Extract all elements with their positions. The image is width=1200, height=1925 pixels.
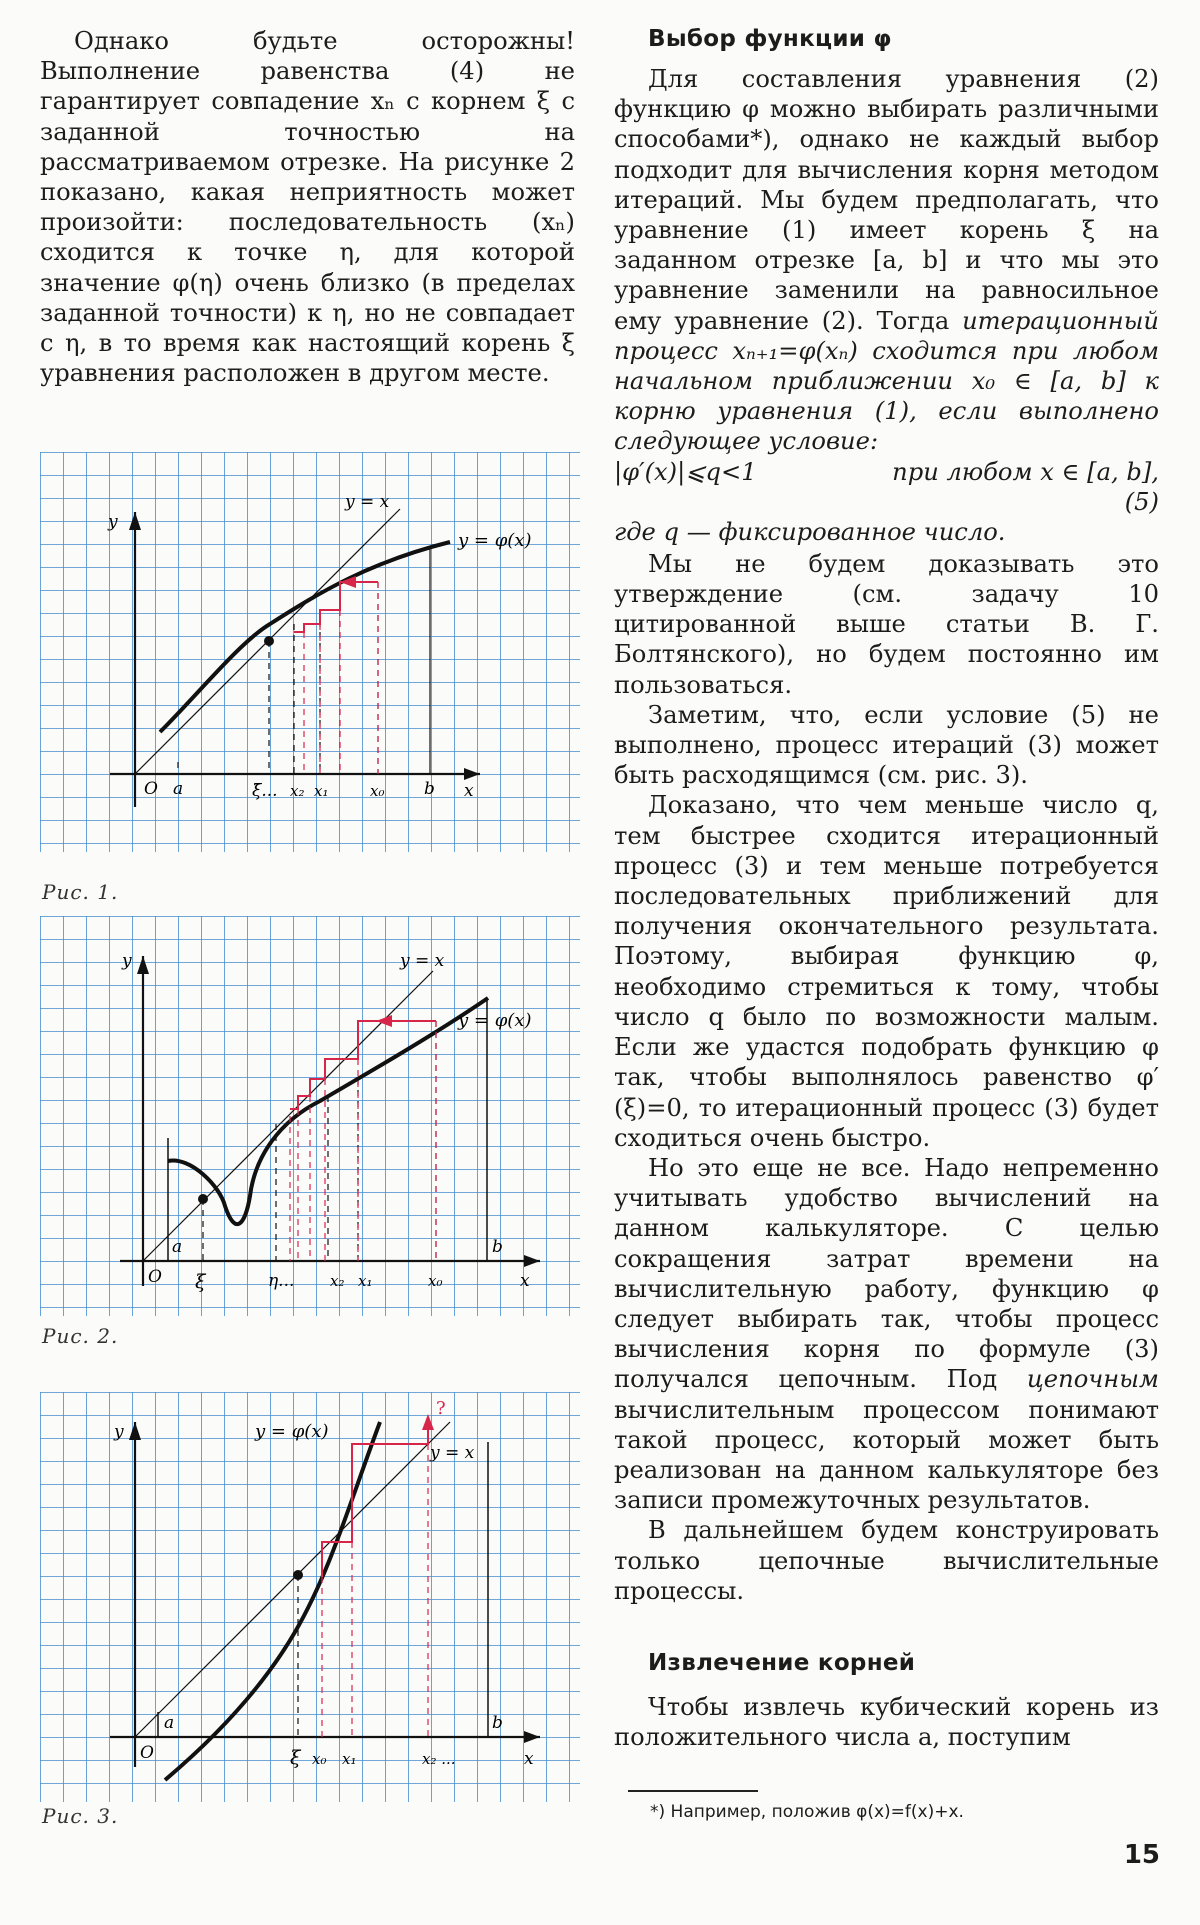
label-curve: y = φ(x) bbox=[458, 1010, 532, 1031]
label-x1: x₁ bbox=[358, 1272, 373, 1290]
label-y: y bbox=[108, 512, 118, 532]
label-x: x bbox=[520, 1271, 530, 1291]
left-column bbox=[40, 26, 575, 388]
label-x0: x₀ bbox=[312, 1750, 327, 1768]
label-curve: y = φ(x) bbox=[255, 1421, 329, 1442]
label-question: ? bbox=[436, 1398, 446, 1419]
label-xi: ξ bbox=[195, 1271, 206, 1293]
label-yx: y = x bbox=[345, 492, 390, 512]
label-y: y bbox=[114, 1422, 124, 1442]
figure-1 bbox=[40, 452, 580, 852]
grid bbox=[40, 1392, 580, 1802]
label-yx: y = x bbox=[400, 951, 445, 971]
figure-2 bbox=[40, 916, 580, 1316]
paragraph-further: В дальнейшем будем конструировать только цепочные вычислительные процессы. bbox=[614, 1516, 1159, 1605]
label-y: y bbox=[122, 951, 132, 971]
label-b: b bbox=[492, 1713, 503, 1733]
footnote-divider bbox=[628, 1790, 758, 1792]
page-number: 15 bbox=[1123, 1840, 1160, 1870]
label-b: b bbox=[424, 779, 435, 799]
figure-2-caption: Рис. 2. bbox=[42, 1324, 119, 1348]
label-b: b bbox=[492, 1237, 503, 1257]
formula-note: где q — фиксированное число. bbox=[614, 517, 1006, 546]
label-x0: x₀ bbox=[370, 782, 385, 800]
paragraph-chain: Но это еще не все. Надо непременно учитывать удобство вычислений на данном калькуляторе. С целью сокращения затрат времени на вычислительную работу, функцию φ следует выбирать так, чтобы процесс вычисления корня по формуле (3) получался цепочным. Под цепочным вычислительным процессом понимают такой процесс, который может быть реализован на данном калькуляторе без записи промежуточных результатов. bbox=[614, 1153, 1159, 1515]
label-x2: x₂ bbox=[290, 782, 305, 800]
label-x: x bbox=[464, 781, 474, 801]
label-x1: x₁ bbox=[314, 782, 329, 800]
paragraph-cube-root: Чтобы извлечь кубический корень из положительного числа a, поступим bbox=[614, 1692, 1159, 1752]
grid bbox=[40, 452, 580, 852]
section-title-phi: Выбор функции φ bbox=[648, 26, 892, 52]
section-title-roots: Извлечение корней bbox=[648, 1649, 916, 1676]
label-xi: ξ̄... bbox=[252, 781, 278, 801]
label-o: O bbox=[144, 779, 158, 799]
label-a: a bbox=[173, 779, 184, 799]
footnote: *) Например, положив φ(x)=f(x)+x. bbox=[650, 1802, 964, 1822]
paragraph-proof: Мы не будем доказывать это утверждение (см. задачу 10 цитированной выше статьи В. Г. Болтянского), но будем постоянно им пользоваться. bbox=[614, 549, 1159, 699]
label-x2: x₂ ... bbox=[422, 1750, 456, 1768]
left-paragraph: Однако будьте осторожны! Выполнение равенства (4) не гарантирует совпадение xₙ с корнем ξ с заданной точностью на рассматриваемом отрезке. На рисунке 2 показано, какая неприятность может произойти: последовательность (xₙ) сходится к точке η, для которой значение φ(η) очень близко (в пределах заданной точности) к η, но не совпадает с η, в то время как настоящий корень ξ уравнения расположен в другом месте. bbox=[40, 27, 575, 388]
formula-5: |φ′(x)|⩽q<1 при любом x ∈ [a, b], (5) bbox=[614, 457, 1159, 516]
label-x1: x₁ bbox=[342, 1750, 357, 1768]
label-o: O bbox=[140, 1743, 154, 1763]
label-xi: ξ bbox=[290, 1747, 301, 1769]
label-a: a bbox=[172, 1237, 183, 1257]
paragraph-choice-intro: Для составления уравнения (2) функцию φ можно выбирать различными способами*), однако не каждый выбор подходит для вычисления корня методом итераций. Мы будем предполагать, что уравнение (1) имеет корень ξ на заданном отрезке [a, b] и что мы это уравнение заменили на равносильное ему уравнение (2). Тогда итерационный процесс xₙ₊₁=φ(xₙ) сходится при любом начальном приближении x₀ ∈ [a, b] к корню уравнения (1), если выполнено следующее условие: bbox=[614, 65, 1159, 456]
label-a: a bbox=[164, 1713, 175, 1733]
label-x0: x₀ bbox=[428, 1272, 443, 1290]
paragraph-speed: Доказано, что чем меньше число q, тем быстрее сходится итерационный процесс (3) и тем меньше потребуется последовательных приближений для получения окончательного результата. Поэтому, выбирая функцию φ, необходимо стремиться к тому, чтобы число q было по возможности малым. Если же удастся подобрать функцию φ так, чтобы выполнялось равенство φ′(ξ)=0, то итерационный процесс (3) будет сходиться очень быстро. bbox=[614, 791, 1159, 1152]
label-yx: y = x bbox=[430, 1443, 475, 1463]
label-eta: η... bbox=[268, 1271, 295, 1291]
right-column bbox=[614, 26, 1159, 1752]
label-curve: y = φ(x) bbox=[458, 530, 532, 551]
label-o: O bbox=[148, 1267, 162, 1287]
label-x: x bbox=[524, 1749, 534, 1769]
figure-1-caption: Рис. 1. bbox=[42, 880, 119, 904]
paragraph-divergence: Заметим, что, если условие (5) не выполнено, процесс итераций (3) может быть расходящимся (см. рис. 3). bbox=[614, 700, 1159, 790]
figure-3-caption: Рис. 3. bbox=[42, 1804, 119, 1828]
figure-3 bbox=[40, 1392, 580, 1802]
label-x2: x₂ bbox=[330, 1272, 345, 1290]
